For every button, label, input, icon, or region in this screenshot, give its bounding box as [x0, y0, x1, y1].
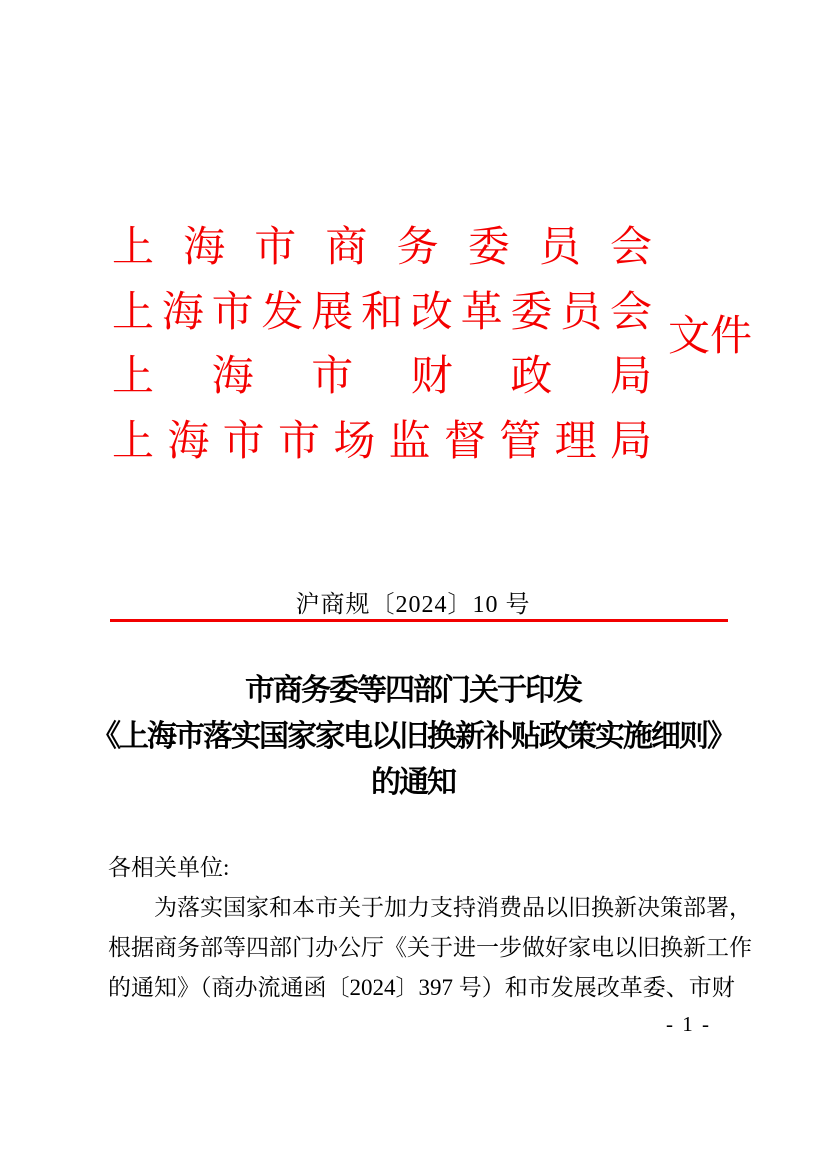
document-title-line-2: 《上海市落实国家家电以旧换新补贴政策实施细则》	[91, 720, 735, 753]
agency-name-line-1	[112, 212, 652, 277]
document-label: 文件	[668, 314, 753, 360]
agency-name-char: 会	[609, 289, 652, 336]
document-title-line-3: 的通知	[371, 766, 455, 799]
body-line-3: 的通知》（商办流通函〔2024〕397 号）和市发展改革委、市财	[108, 975, 735, 1000]
agency-name-char: 上	[112, 418, 155, 465]
agency-name-char: 理	[554, 418, 597, 465]
document-title-line-1: 市商务委等四部门关于印发	[245, 674, 581, 707]
agency-name-char: 革	[460, 289, 503, 336]
agency-name-line-2	[112, 277, 652, 342]
agency-name-char: 海	[211, 354, 254, 401]
agency-name-char: 市	[211, 289, 254, 336]
agency-name-line-3	[112, 341, 652, 406]
red-divider-line	[110, 619, 728, 622]
salutation: 各相关单位:	[108, 855, 230, 880]
agency-name-char: 海	[183, 225, 226, 272]
document-title	[0, 668, 826, 806]
letterhead	[112, 212, 652, 470]
agency-name-char: 市	[222, 418, 265, 465]
agency-name-char: 海	[167, 418, 210, 465]
agency-name-char: 委	[467, 225, 510, 272]
document-number: 沪商规〔2024〕10 号	[295, 592, 531, 618]
agency-name-char: 政	[510, 354, 553, 401]
agency-name-char: 海	[161, 289, 204, 336]
agency-name-char: 发	[261, 289, 304, 336]
agency-name-char: 监	[388, 418, 431, 465]
body-line-2: 根据商务部等四部门办公厅《关于进一步做好家电以旧换新工作	[108, 935, 752, 960]
agency-name-char: 上	[112, 225, 155, 272]
agency-name-char: 上	[112, 289, 155, 336]
agency-name-char: 督	[443, 418, 486, 465]
agency-name-char: 员	[560, 289, 603, 336]
agency-name-char: 市	[254, 225, 297, 272]
agency-name-char: 员	[538, 225, 581, 272]
agency-name-line-4	[112, 406, 652, 471]
agency-name-char: 局	[609, 418, 652, 465]
agency-name-char: 务	[396, 225, 439, 272]
agency-name-char: 市	[277, 418, 320, 465]
agency-name-char: 改	[410, 289, 453, 336]
agency-name-char: 市	[311, 354, 354, 401]
agency-name-char: 商	[325, 225, 368, 272]
agency-name-char: 委	[510, 289, 553, 336]
agency-name-char: 展	[311, 289, 354, 336]
body-line-1: 为落实国家和本市关于加力支持消费品以旧换新决策部署，	[154, 895, 752, 920]
agency-name-char: 会	[609, 225, 652, 272]
agency-name-char: 财	[410, 354, 453, 401]
agency-name-char: 局	[609, 354, 652, 401]
agency-name-char: 上	[112, 354, 155, 401]
agency-name-char: 管	[499, 418, 542, 465]
page-number: - 1 -	[666, 1012, 711, 1036]
document-body	[108, 848, 752, 1008]
agency-name-char: 和	[360, 289, 403, 336]
agency-name-char: 场	[333, 418, 376, 465]
